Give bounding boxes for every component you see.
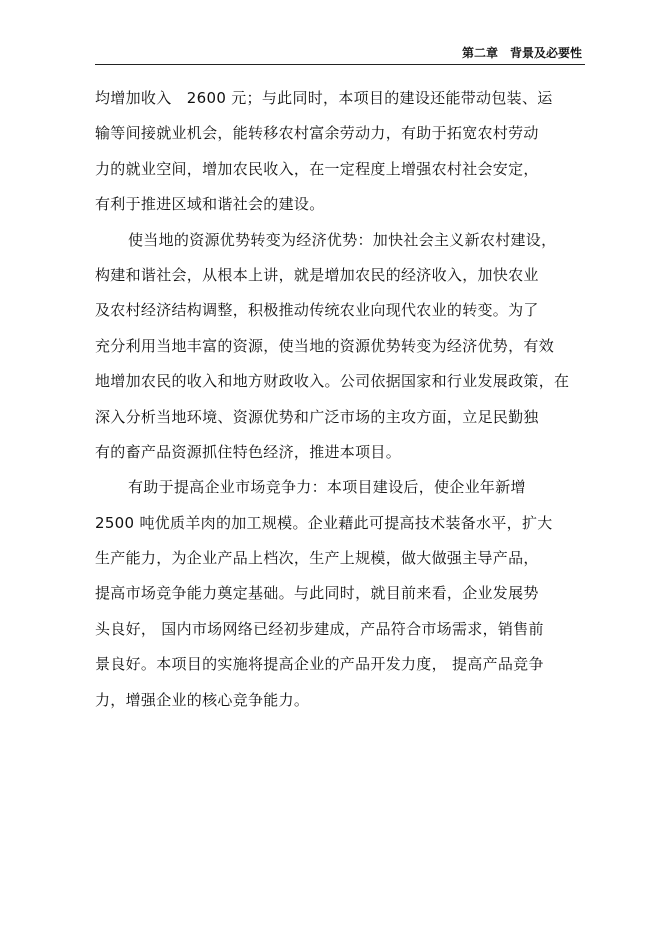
text-line: 有的畜产品资源抓住特色经济，推进本项目。: [95, 442, 402, 461]
document-body: [95, 86, 615, 723]
paragraph-first-line: 使当地的资源优势转变为经济优势：加快社会主义新农村建设，: [128, 230, 557, 249]
text-line: 2500 吨优质羊肉的加工规模。企业藉此可提高技术装备水平，扩大: [95, 513, 553, 532]
text-line: 力的就业空间，增加农民收入，在一定程度上增强农村社会安定，: [95, 159, 539, 178]
chapter-header-title: 第二章 背景及必要性: [461, 46, 582, 60]
paragraph-first-line: 有助于提高企业市场竞争力：本项目建设后，使企业年新增: [128, 478, 526, 497]
text-line: 生产能力，为企业产品上档次，生产上规模，做大做强主导产品，: [95, 549, 539, 568]
text-line: 深入分析当地环境、资源优势和广泛市场的主攻方面，立足民勤独: [95, 407, 539, 426]
text-line: 构建和谐社会，从根本上讲，就是增加农民的经济收入，加快农业: [95, 265, 539, 284]
text-line: 景良好。本项目的实施将提高企业的产品开发力度， 提高产品竞争: [95, 655, 544, 674]
header-divider: [95, 64, 585, 65]
text-line: 头良好， 国内市场网络已经初步建成，产品符合市场需求，销售前: [95, 619, 544, 638]
text-line: 有利于推进区域和谐社会的建设。: [95, 195, 325, 214]
text-line: 及农村经济结构调整，积极推动传统农业向现代农业的转变。为了: [95, 301, 539, 320]
text-line: 地增加农民的收入和地方财政收入。公司依据国家和行业发展政策，在: [95, 372, 570, 391]
text-line: 充分利用当地丰富的资源，使当地的资源优势转变为经济优势，有效: [95, 336, 555, 355]
text-line: 均增加收入 2600 元；与此同时，本项目的建设还能带动包装、运: [95, 89, 553, 107]
text-line: 力，增强企业的核心竞争能力。: [95, 690, 310, 709]
text-line: 提高市场竞争能力奠定基础。与此同时，就目前来看，企业发展势: [95, 584, 539, 603]
text-line: 输等间接就业机会，能转移农村富余劳动力，有助于拓宽农村劳动: [95, 124, 539, 143]
